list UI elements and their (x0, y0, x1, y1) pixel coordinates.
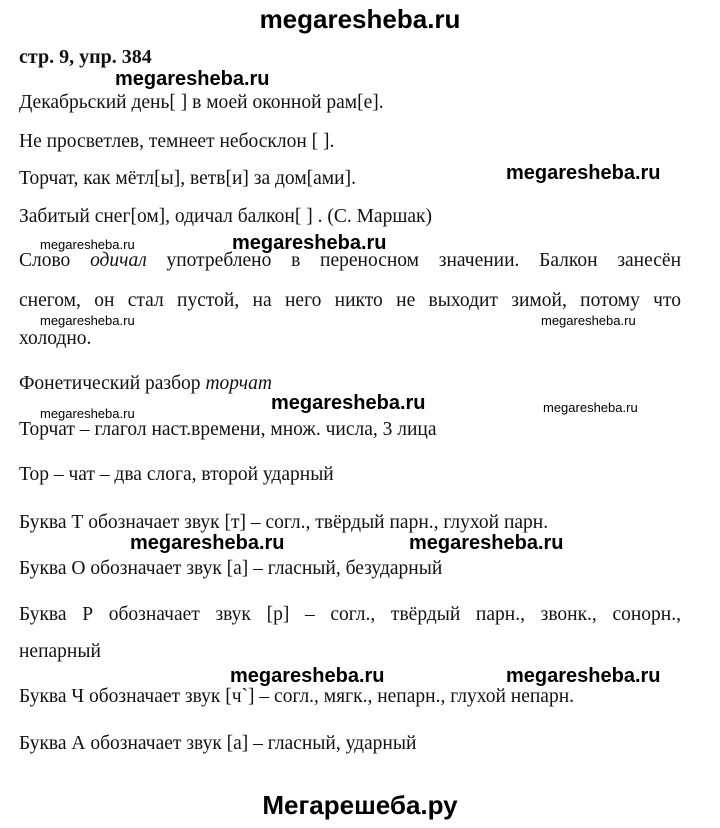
analysis-line: Буква Т обозначает звук [т] – согл., твёрдый парн., глухой парн. (19, 512, 549, 533)
watermark: megaresheba.ru (409, 532, 564, 554)
watermark: megaresheba.ru (40, 313, 135, 328)
poem-line: Декабрьский день[ ] в моей оконной рам[е]. (19, 92, 384, 113)
watermark: megaresheba.ru (232, 232, 387, 254)
site-logo-top: megaresheba.ru (259, 4, 461, 34)
watermark: megaresheba.ru (271, 392, 426, 414)
watermark: megaresheba.ru (541, 313, 636, 328)
watermark: megaresheba.ru (40, 237, 135, 252)
explanation-line-3: холодно. (19, 328, 92, 349)
analysis-word: торчат (205, 373, 272, 394)
analysis-line: Буква Ч обозначает звук [ч`] – согл., мягк., непарн., глухой непарн. (19, 686, 575, 707)
watermark: megaresheba.ru (230, 665, 385, 687)
analysis-title: Фонетический разбор торчат (19, 373, 272, 394)
watermark: megaresheba.ru (506, 665, 661, 687)
analysis-line: непарный (19, 641, 101, 662)
explanation-line-2: снегом, он стал пустой, на него никто не выходит зимой, потому что (19, 290, 681, 311)
poem-line: Забитый снег[ом], одичал балкон[ ] . (С. Маршак) (19, 206, 432, 227)
watermark: megaresheba.ru (40, 406, 135, 421)
exercise-header: стр. 9, упр. 384 (19, 46, 152, 68)
poem-line: Торчат, как мётл[ы], ветв[и] за дом[ами]. (19, 168, 356, 189)
watermark: megaresheba.ru (130, 532, 285, 554)
watermark: megaresheba.ru (543, 400, 638, 415)
analysis-line: Торчат – глагол наст.времени, множ. числа, 3 лица (19, 419, 437, 440)
site-logo-bottom: Мегарешеба.ру (262, 790, 458, 820)
highlighted-word: одичал (90, 250, 147, 271)
analysis-line: Буква А обозначает звук [а] – гласный, ударный (19, 733, 417, 754)
analysis-line: Буква Р обозначает звук [р] – согл., твёрдый парн., звонк., сонорн., (19, 604, 681, 625)
watermark: megaresheba.ru (115, 68, 270, 90)
analysis-line: Тор – чат – два слога, второй ударный (19, 464, 334, 485)
explanation-line-1: Слово одичал употреблено в переносном значении. Балкон занесён (19, 250, 682, 271)
watermark: megaresheba.ru (506, 162, 661, 184)
poem-line: Не просветлев, темнеет небосклон [ ]. (19, 131, 335, 152)
analysis-line: Буква О обозначает звук [а] – гласный, безударный (19, 558, 443, 579)
